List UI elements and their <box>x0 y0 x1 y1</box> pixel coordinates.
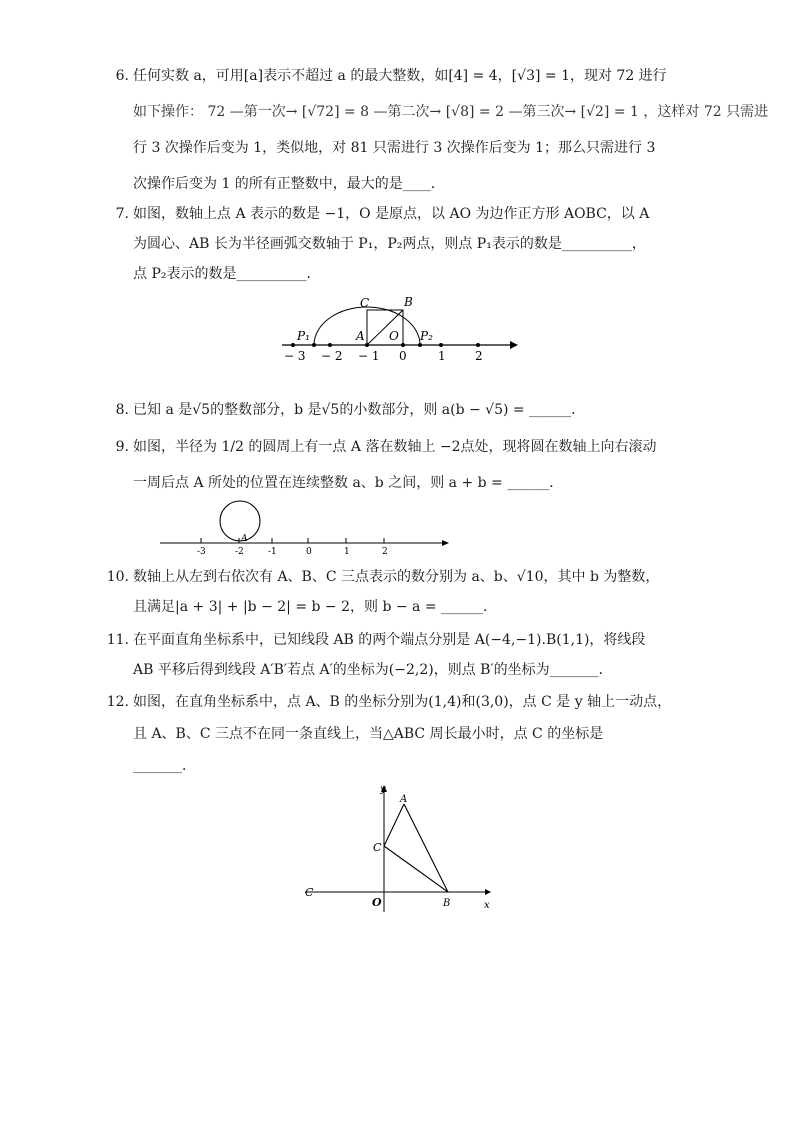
question-number: 7. <box>115 206 129 222</box>
tick-label: − 3 <box>284 349 306 363</box>
tick-dot <box>291 343 295 347</box>
question-text-line: 数轴上从左到右依次有 A、B、C 三点表示的数分别为 a、b、√10，其中 b 为整数， <box>133 569 660 585</box>
tick-label: -3 <box>197 547 206 557</box>
tick-dot <box>328 343 332 347</box>
axis-arrow <box>442 540 449 546</box>
tick-dot <box>401 343 405 347</box>
question-number: 11. <box>106 632 129 648</box>
axis-arrow <box>510 341 518 349</box>
question-text-line: 且满足|a + 3| + |b − 2| = b − 2，则 b − a = ______． <box>133 599 498 615</box>
point-label-a: A <box>356 329 365 343</box>
question-number: 6. <box>115 68 129 84</box>
question-text-line: AB 平移后得到线段 A′B′若点 A′的坐标为(−2,2)，则点 B′的坐标为_______． <box>133 662 613 678</box>
point-label-c: C <box>360 296 370 310</box>
question-text-line: 行 3 次操作后变为 1，类似地，对 81 只需进行 3 次操作后变为 1；那么只需进行 3 <box>133 140 656 156</box>
coordinate-triangle-figure <box>300 780 500 915</box>
segment-cb <box>384 846 448 892</box>
tick-label: -1 <box>268 547 277 557</box>
question-text-line: 且 A、B、C 三点不在同一条直线上，当△ABC 周长最小时，点 C 的坐标是 <box>133 726 604 742</box>
question-text-line: 如图，在直角坐标系中，点 A、B 的坐标分别为(1,4)和(3,0)，点 C 是 y 轴上一动点， <box>133 694 672 710</box>
point-label-p1: P₁ <box>297 329 310 343</box>
question-text-line: 为圆心、AB 长为半径画弧交数轴于 P₁，P₂两点，则点 P₁表示的数是__________， <box>133 236 646 252</box>
point-label-b: B <box>443 898 451 909</box>
question-number: 10. <box>106 569 129 585</box>
axis-label-x: x <box>484 900 490 911</box>
tick-label: 1 <box>438 349 446 363</box>
point-label-a: A <box>241 534 248 544</box>
operation-flow-line: 如下操作： 72 —第一次→ [√72] = 8 —第二次→ [√8] = 2 —第三次→ [√2] = 1 ，这样对 72 只需进 <box>133 104 769 120</box>
question-text-line: 次操作后变为 1 的所有正整数中，最大的是____． <box>133 176 445 192</box>
question-number: 9. <box>115 439 129 455</box>
question-text-line: _______． <box>133 758 196 774</box>
point-label-c: C <box>373 841 382 854</box>
axis-label-y: y <box>380 784 386 795</box>
question-text-line: 如图，半径为 1/2 的圆周上有一点 A 落在数轴上 −2点处，现将圆在数轴上向右滚动 <box>133 439 657 455</box>
tick-label: 2 <box>475 349 483 363</box>
origin-label-o: O <box>372 896 382 909</box>
question-text-line: 任何实数 a，可用[a]表示不超过 a 的最大整数，如[4] = 4，[√3] = 1，现对 72 进行 <box>133 68 667 84</box>
question-text-line: 已知 a 是√5的整数部分，b 是√5的小数部分，则 a(b − √5) = ______． <box>133 402 586 418</box>
tick-dot <box>476 343 480 347</box>
rolling-circle <box>220 501 260 541</box>
tick-label: 2 <box>382 547 388 557</box>
point-label-o: O <box>389 329 399 343</box>
question-text-line: 如图，数轴上点 A 表示的数是 −1，O 是原点，以 AO 为边作正方形 AOBC，以 A <box>133 206 650 222</box>
tick-label: − 2 <box>321 349 343 363</box>
question-number: 12. <box>106 694 129 710</box>
question-number: 8. <box>115 402 129 418</box>
segment-ac <box>384 804 404 846</box>
tick-label: − 1 <box>358 349 380 363</box>
tick-label: 1 <box>344 547 350 557</box>
rolling-circle-figure <box>160 500 450 560</box>
point-label-b: B <box>404 295 413 309</box>
tick-dot <box>312 343 316 347</box>
question-text-line: 在平面直角坐标系中，已知线段 AB 的两个端点分别是 A(−4,−1).B(1,1)，将线段 <box>133 632 646 648</box>
point-label-p2: P₂ <box>420 329 433 343</box>
question-text-line: 一周后点 A 所处的位置在连续整数 a、b 之间，则 a + b = ______． <box>133 475 564 491</box>
tick-dot <box>365 343 369 347</box>
number-line-square-arc-figure <box>278 290 518 366</box>
tick-dot <box>439 343 443 347</box>
tick-label: 0 <box>306 547 312 557</box>
x-axis-arrow <box>485 889 491 895</box>
tick-dot <box>418 343 422 347</box>
tick-label: -2 <box>235 547 244 557</box>
question-text-line: 点 P₂表示的数是__________． <box>133 266 321 282</box>
point-label-c-left: C <box>305 886 314 899</box>
tick-label: 0 <box>399 349 407 363</box>
segment-ab <box>404 804 448 892</box>
point-label-a: A <box>400 794 408 805</box>
